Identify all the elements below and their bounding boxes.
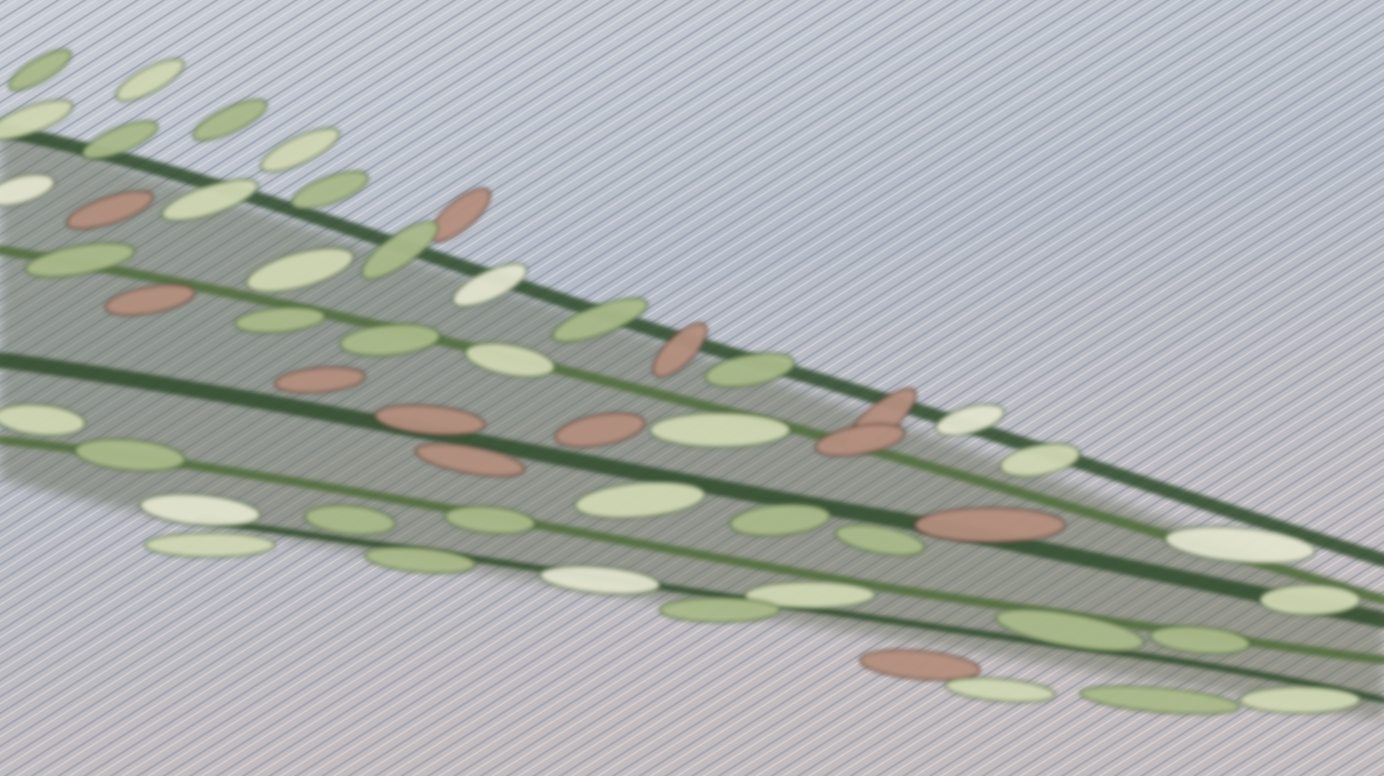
grain-38 [915, 508, 1065, 542]
grain-41 [1260, 585, 1360, 615]
grain-50 [1240, 687, 1360, 713]
grain-42 [145, 533, 275, 557]
grain-51 [660, 598, 780, 622]
grain-28 [650, 413, 790, 447]
